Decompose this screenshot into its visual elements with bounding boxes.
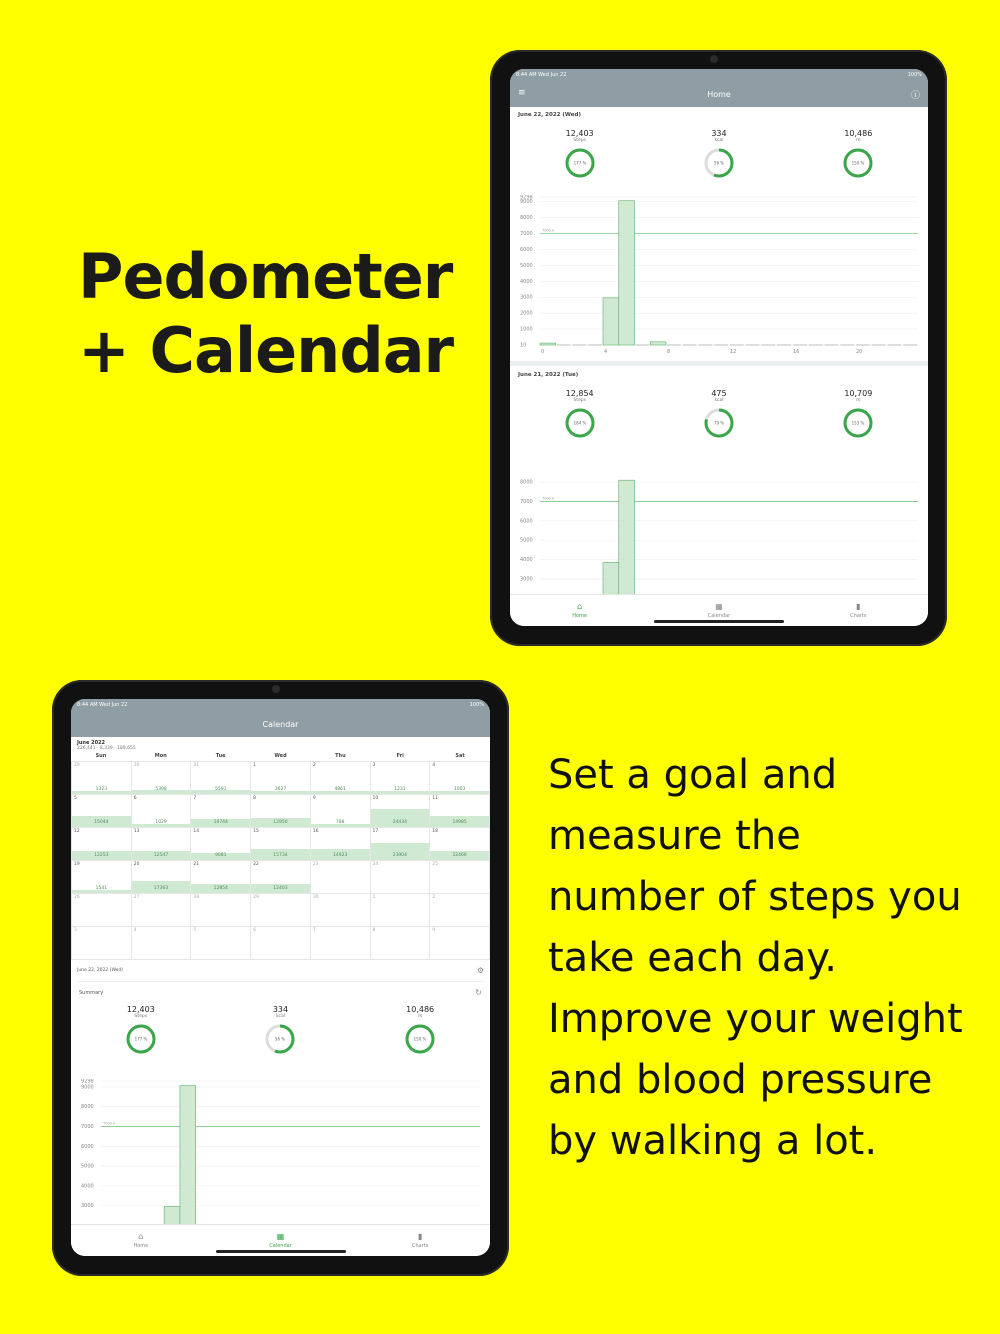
hour-bar [619,480,635,597]
app-bar [71,711,490,737]
y-tick-label: 4000 [81,1183,94,1190]
promo-body: Set a goal and measure the number of steps you take each day. Improve your weight and blood pressure by walking a lot. [548,752,963,1164]
settings-icon[interactable]: ⚙ [476,966,484,975]
calendar-week-row [72,795,490,828]
kcal-progress-ring [264,1023,296,1055]
calendar-day-cell[interactable] [310,927,370,960]
day-number: 1 [372,895,376,900]
kcal-progress-ring [703,147,735,179]
x-tick-label: 20 [856,349,863,355]
calendar-week-row [72,894,490,927]
day-number: 17 [372,829,379,834]
home-icon: ⌂ [138,1231,144,1241]
calendar-day-cell[interactable] [131,762,191,795]
day-steps-value: 1323 [95,787,108,792]
steps-value: 12,854 [565,389,594,398]
day-number: 31 [193,763,200,768]
calendar-day-cell[interactable] [131,828,191,861]
kcal-unit: kcal [714,138,724,143]
summary-row [77,981,484,1003]
weekday-label: Sat [455,753,465,759]
steps-progress-ring [564,407,596,439]
day-steps-value: 12253 [94,853,109,858]
day-number: 19 [74,862,80,867]
tab-charts[interactable] [789,595,928,626]
hour-bar [540,343,556,345]
status-bar [71,699,490,711]
calendar-day-cell[interactable] [72,795,132,828]
y-tick-label: 3000 [520,294,533,301]
y-tick-label: 4000 [520,278,533,285]
home-indicator [216,1250,346,1253]
day-steps-value: 1541 [95,886,108,891]
kcal-value: 334 [711,129,727,138]
kcal-progress-ring [703,407,735,439]
distance-percent: 150 % [851,160,865,166]
distance-stat [813,129,903,179]
day-steps-value: 12547 [153,853,169,858]
day-steps-value: 1029 [155,820,167,825]
day-number: 23 [312,862,319,867]
day-number: 26 [74,895,80,900]
day-steps-value: 23904 [392,853,408,858]
hour-bar [180,1086,196,1225]
day-number: 29 [253,895,259,900]
selected-date: June 22, 2022 (Wed) [77,968,124,973]
day-steps-value: 15734 [273,853,288,858]
status-battery: 100% [907,72,922,78]
calendar-week-row [72,927,490,960]
steps-percent: 177 % [134,1036,148,1042]
kcal-unit: kcal [714,398,724,403]
x-tick-label: 12 [730,349,737,355]
tab-home[interactable] [71,1225,211,1256]
calendar-day-cell[interactable] [430,828,490,861]
steps-stat [535,129,625,179]
distance-percent: 150 % [413,1036,427,1042]
calendar-grid [71,761,490,960]
ipad-home [490,50,947,646]
menu-icon[interactable]: ≡ [518,88,526,98]
distance-unit: m [856,138,861,143]
calendar-day-cell[interactable] [72,762,132,795]
goal-line-label: 7000.0 [542,228,555,233]
distance-percent: 153 % [851,420,865,426]
x-tick-label: 8 [667,349,671,355]
calendar-day-cell[interactable] [430,861,490,894]
steps-unit: Steps [573,138,586,143]
y-tick-label: 9000 [520,199,533,206]
day-number: 3 [372,763,376,768]
day-steps-value: 10744 [213,820,228,825]
hour-bar [650,342,666,345]
stats-row [510,129,928,179]
day-steps-value: 12466 [452,853,467,858]
hour-bar [164,1206,180,1225]
day-steps-value: 24434 [392,820,408,825]
distance-progress-ring [842,147,874,179]
kcal-unit: kcal [275,1014,286,1019]
day-steps-value: 14985 [452,820,467,825]
tab-calendar-label: Calendar [707,612,731,619]
distance-progress-ring [404,1023,436,1055]
hourly-steps-chart [79,1079,482,1225]
day-number: 12 [74,829,80,834]
y-tick-label: 7000 [520,498,533,505]
status-time: 8:44 AM Wed Jun 22 [77,702,128,708]
y-tick-label: 5000 [520,262,533,269]
calendar-day-cell[interactable] [191,861,251,894]
calendar-screen [71,699,490,1256]
y-tick-label: 1000 [520,326,533,333]
hour-bar [603,298,619,345]
day-number: 9 [432,928,436,933]
weekday-label: Thu [335,753,346,759]
tab-charts-label: Charts [850,612,867,619]
day-number: 25 [432,862,438,867]
y-tick-label: 2000 [520,310,533,317]
tab-charts[interactable] [350,1225,490,1256]
day-number: 30 [133,763,140,768]
day-steps-value: 3627 [274,787,287,792]
y-tick-label: 7000 [81,1123,94,1130]
day-number: 14 [193,829,200,834]
calendar-day-cell[interactable] [131,861,191,894]
x-tick-label: 16 [793,349,800,355]
calendar-day-cell[interactable] [430,795,490,828]
kcal-stat [674,129,764,179]
steps-value: 12,403 [565,129,594,138]
calendar-day-cell[interactable] [370,828,430,861]
y-tick-label: 8000 [520,215,533,222]
calendar-day-cell[interactable] [251,762,311,795]
y-tick-label: 5000 [81,1163,94,1170]
x-tick-label: 0 [541,349,545,355]
weekday-label: Mon [154,753,167,759]
calendar-day-cell[interactable] [370,762,430,795]
calendar-day-cell[interactable] [370,861,430,894]
day-card[interactable] [510,107,928,361]
day-number: 4 [432,763,436,768]
day-number: 5 [74,796,77,801]
y-tick-label: 6000 [81,1143,94,1150]
y-tick-label: 7000 [520,231,533,238]
day-number: 8 [253,796,256,801]
day-steps-value: 12854 [213,886,228,891]
hour-bar [619,201,635,345]
steps-stat [96,1005,186,1055]
kcal-value: 475 [711,389,727,398]
ipad-calendar [52,680,509,1276]
y-tick-label: 9000 [81,1084,94,1091]
y-tick-label: 10 [520,342,527,349]
y-tick-label: 5000 [520,537,533,544]
calendar-icon: ▦ [276,1231,285,1241]
day-number: 11 [432,796,438,801]
day-number: 18 [432,829,438,834]
distance-progress-ring [842,407,874,439]
info-icon[interactable]: ⓘ [910,91,920,101]
divider [510,361,928,366]
calendar-day-cell[interactable] [370,795,430,828]
kcal-percent: 56 % [275,1036,286,1042]
distance-value: 10,486 [406,1005,435,1014]
status-battery: 100% [469,702,484,708]
steps-percent: 184 % [573,420,587,426]
app-bar [510,81,928,107]
day-steps-value: 9081 [215,853,227,858]
page-title: Home [707,89,731,99]
day-number: 27 [133,895,140,900]
summary-label: Summary [79,989,104,996]
status-time: 8:44 AM Wed Jun 22 [516,72,567,78]
hourly-steps-chart [518,455,920,597]
distance-stat [375,1005,465,1055]
calendar-day-cell[interactable] [370,927,430,960]
day-number: 10 [372,796,379,801]
calendar-day-cell[interactable] [251,828,311,861]
steps-value: 12,403 [126,1005,155,1014]
day-number: 29 [74,763,80,768]
weekday-label: Sun [95,753,107,759]
month-stats: 226,441 · 8,339 · 189,655 [77,746,136,751]
tab-home-label: Home [133,1242,149,1249]
y-tick-label: 6000 [520,518,533,525]
kcal-percent: 79 % [713,420,725,426]
calendar-day-cell[interactable] [430,894,490,927]
calendar-day-cell[interactable] [310,861,370,894]
calendar-day-cell[interactable] [251,894,311,927]
day-steps-value: 12403 [273,886,288,891]
day-number: 15 [253,829,259,834]
day-number: 22 [253,862,259,867]
day-date: June 22, 2022 (Wed) [518,112,581,118]
bar-chart-icon: ▮ [417,1231,423,1241]
goal-line-label: 7000.0 [103,1121,116,1126]
calendar-day-cell[interactable] [191,762,251,795]
day-steps-value: 4861 [334,787,346,792]
tab-charts-label: Charts [412,1242,429,1249]
steps-percent: 177 % [573,160,587,166]
day-number: 28 [193,895,200,900]
calendar-day-cell[interactable] [191,894,251,927]
y-tick-label: 3000 [520,576,533,583]
calendar-day-cell[interactable] [251,795,311,828]
day-number: 21 [193,862,200,867]
camera [710,55,718,63]
calendar-day-cell[interactable] [251,927,311,960]
day-number: 4 [133,928,137,933]
bar-chart-icon: ▮ [856,601,861,611]
kcal-stat [235,1005,325,1055]
calendar-week-row [72,828,490,861]
steps-unit: Steps [573,398,586,403]
day-card[interactable] [510,367,928,597]
hour-bar [603,562,619,597]
kcal-stat [674,389,764,439]
home-indicator [654,620,784,623]
day-steps-value: 14923 [333,853,348,858]
selected-date-row [71,960,490,981]
day-number: 30 [312,895,319,900]
day-steps-value: 1231 [394,787,406,792]
y-tick-label: 8000 [81,1104,94,1111]
steps-stat [535,389,625,439]
day-steps-value: 15044 [94,820,109,825]
distance-stat [813,389,903,439]
day-number: 2 [312,763,316,768]
day-steps-value: 5591 [215,787,227,792]
y-tick-label: 6000 [520,246,533,253]
day-number: 6 [133,796,137,801]
day-number: 2 [432,895,436,900]
weekday-label: Wed [274,753,287,759]
home-icon: ⌂ [577,601,583,611]
page-title: Calendar [262,719,299,729]
day-number: 8 [372,928,376,933]
refresh-icon[interactable]: ↻ [475,988,482,997]
calendar-day-cell[interactable] [310,894,370,927]
day-number: 7 [193,796,197,801]
calendar-day-cell[interactable] [310,795,370,828]
day-number: 1 [253,763,256,768]
day-number: 16 [312,829,319,834]
calendar-day-cell[interactable] [131,894,191,927]
distance-value: 10,486 [844,129,873,138]
calendar-day-cell[interactable] [430,927,490,960]
distance-unit: m [417,1014,423,1019]
calendar-day-cell[interactable] [131,927,191,960]
calendar-day-cell[interactable] [191,927,251,960]
weekday-label: Fri [396,753,404,759]
y-tick-label: 8000 [520,479,533,486]
calendar-day-cell[interactable] [131,795,191,828]
day-number: 24 [372,862,379,867]
hourly-steps-chart [518,195,920,355]
day-steps-value: 12950 [273,820,288,825]
calendar-day-cell[interactable] [251,861,311,894]
camera [272,685,280,693]
promo-headline [78,240,458,388]
month-title: June 2022 [77,740,106,746]
y-tick-label: 4000 [520,557,533,564]
day-steps-value: 1003 [453,787,466,792]
day-steps-value: 5398 [155,787,167,792]
tab-calendar-label: Calendar [269,1242,292,1249]
day-number: 5 [193,928,197,933]
day-steps-value: 788 [335,820,345,825]
calendar-day-cell[interactable] [191,795,251,828]
calendar-day-cell[interactable] [72,894,132,927]
day-number: 3 [74,928,77,933]
goal-line-label: 7000.0 [542,496,555,501]
day-number: 7 [312,928,316,933]
calendar-week-row [72,762,490,795]
day-steps-value: 17363 [153,886,169,891]
calendar-day-cell[interactable] [191,828,251,861]
distance-value: 10,709 [844,389,873,398]
calendar-day-cell[interactable] [310,762,370,795]
y-tick-label: 3000 [81,1203,94,1210]
day-date: June 21, 2022 (Tue) [518,372,579,378]
y-tick-label: 9298 [81,1079,94,1085]
day-number: 9 [312,796,316,801]
calendar-day-cell[interactable] [430,762,490,795]
steps-progress-ring [125,1023,157,1055]
stats-row [510,389,928,439]
x-tick-label: 4 [604,349,608,355]
steps-unit: Steps [134,1014,148,1019]
day-number: 6 [253,928,256,933]
tab-home[interactable] [510,595,649,626]
home-screen [510,69,928,626]
day-number: 13 [133,829,140,834]
calendar-day-cell[interactable] [370,894,430,927]
calendar-week-row [72,861,490,894]
calendar-day-cell[interactable] [72,861,132,894]
distance-unit: m [856,398,861,403]
weekday-label: Tue [215,753,226,759]
kcal-value: 334 [272,1005,289,1014]
headline-line-2: + Calendar [78,314,454,387]
y-tick-label: 9298 [520,195,533,201]
stats-row [71,1005,490,1055]
tab-home-label: Home [572,612,588,619]
kcal-percent: 56 % [713,160,725,166]
calendar-icon: ▦ [715,601,723,611]
day-number: 20 [133,862,140,867]
steps-progress-ring [564,147,596,179]
headline-line-1: Pedometer [78,240,453,313]
calendar-day-cell[interactable] [72,927,132,960]
calendar-day-cell[interactable] [310,828,370,861]
calendar-day-cell[interactable] [72,828,132,861]
weekday-header [71,751,490,761]
month-header [71,737,490,751]
status-bar [510,69,928,81]
